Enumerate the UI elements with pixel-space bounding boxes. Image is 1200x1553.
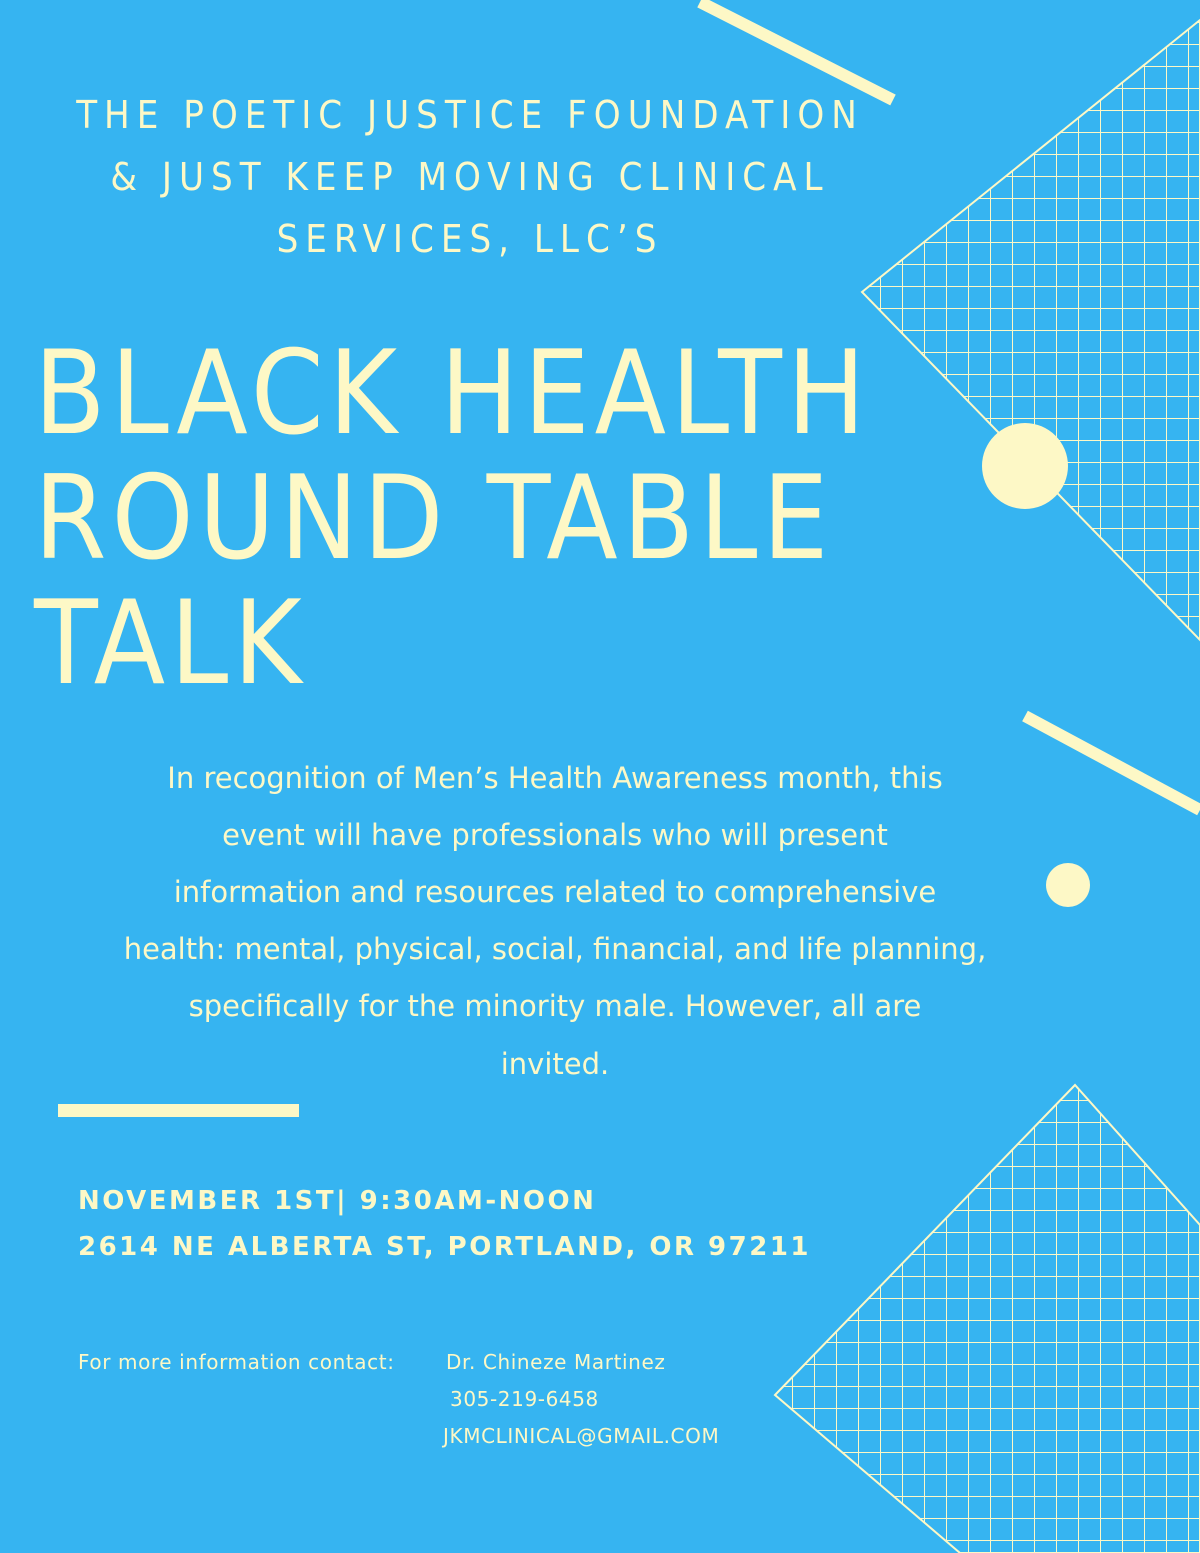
title-line: BLACK HEALTH xyxy=(34,326,871,461)
description-line: invited. xyxy=(500,1047,610,1081)
contact-phone: 305-219-6458 xyxy=(450,1387,599,1411)
title-line: ROUND TABLE xyxy=(34,451,834,586)
grid-pattern-bottom-right xyxy=(775,1085,1200,1553)
diagonal-bar-middle xyxy=(1025,716,1200,810)
description-line: event will have professionals who will present xyxy=(222,818,888,852)
description-line: information and resources related to comprehensive xyxy=(173,875,937,909)
organizer-line: THE POETIC JUSTICE FOUNDATION xyxy=(76,93,864,137)
contact-email: JKMCLINICAL@GMAIL.COM xyxy=(443,1424,720,1448)
description-line: specifically for the minority male. However, all are xyxy=(188,989,922,1023)
contact-label: For more information contact: xyxy=(78,1350,395,1374)
description-line: health: mental, physical, social, financial, and life planning, xyxy=(123,932,987,966)
organizer-line: SERVICES, LLC’S xyxy=(276,217,664,261)
description-line: In recognition of Men’s Health Awareness month, this xyxy=(167,761,943,795)
event-date-time: NOVEMBER 1ST| 9:30AM-NOON xyxy=(78,1186,597,1216)
title-line: TALK xyxy=(34,576,307,711)
organizer-line: & JUST KEEP MOVING CLINICAL xyxy=(110,155,830,199)
event-address: 2614 NE ALBERTA ST, PORTLAND, OR 97211 xyxy=(78,1232,812,1262)
divider-bar xyxy=(58,1104,299,1117)
diagonal-bar-top xyxy=(700,2,893,100)
large-circle xyxy=(982,423,1068,509)
contact-name: Dr. Chineze Martinez xyxy=(446,1350,666,1374)
